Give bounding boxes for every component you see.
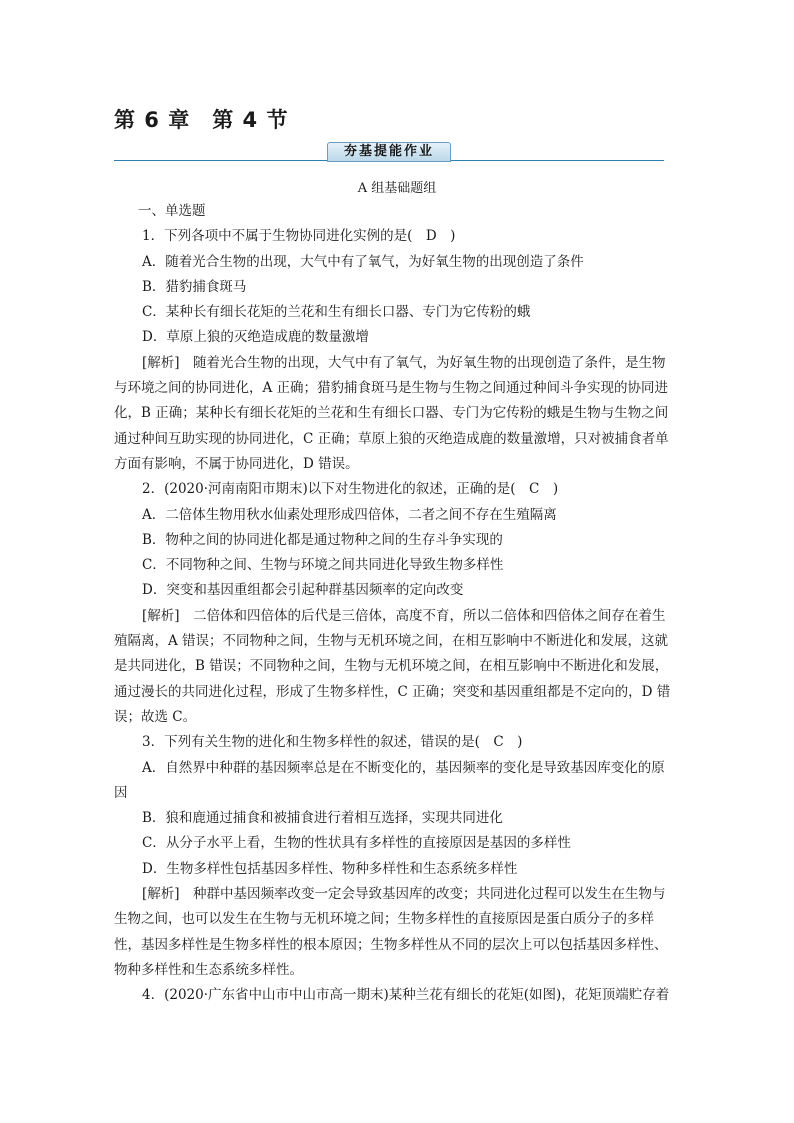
question-2-analysis-line: 误；故选 C。 (114, 708, 197, 725)
question-1-analysis-line: 化，B 正确；某种长有细长花矩的兰花和生有细长口器、专门为它传粉的蛾是生物与生物之间 (114, 405, 669, 422)
chapter-heading: 第 6 章 第 4 节 (114, 108, 289, 132)
question-2-analysis-line: 是共同进化，B 错误；不同物种之间，生物与无机环境之间，在相互影响中不断进化和发展， (114, 658, 669, 675)
question-2-option-a: A．二倍体生物用秋水仙素处理形成四倍体，二者之间不存在生殖隔离 (142, 506, 557, 523)
question-2-stem: 2．(2020·河南南阳市期末)以下对生物进化的叙述，正确的是( C ) (142, 481, 559, 498)
question-1-stem: 1．下列各项中不属于生物协同进化实例的是( D ) (142, 228, 456, 245)
question-3-option-c: C．从分子水平上看，生物的性状具有多样性的直接原因是基因的多样性 (142, 835, 571, 852)
question-4-stem: 4．(2020·广东省中山市中山市高一期末)某种兰花有细长的花矩(如图)，花矩顶端贮存着 (142, 987, 670, 1004)
question-2-option-b: B．物种之间的协同进化都是通过物种之间的生存斗争实现的 (142, 531, 503, 548)
question-3-analysis-line: 生物之间，也可以发生在生物与无机环境之间；生物多样性的直接原因是蛋白质分子的多样 (114, 911, 654, 928)
question-1-option-b: B．猎豹捕食斑马 (142, 278, 247, 295)
section-heading: 一、单选题 (138, 203, 206, 219)
question-2-option-c: C．不同物种之间、生物与环境之间共同进化导致生物多样性 (142, 557, 504, 574)
question-text (114, 199, 686, 1009)
group-title: A 组基础题组 (357, 181, 437, 196)
question-3-analysis: [解析] 种群中基因频率改变一定会导致基因库的改变；共同进化过程可以发生在生物与 (142, 886, 666, 903)
question-1-option-d: D．草原上狼的灭绝造成鹿的数量激增 (142, 329, 369, 346)
question-3-option-a-cont: 因 (114, 784, 128, 801)
question-1-option-c: C．某种长有细长花矩的兰花和生有细长口器、专门为它传粉的蛾 (142, 304, 531, 321)
question-3-stem: 3．下列有关生物的进化和生物多样性的叙述，错误的是( C ) (142, 734, 523, 751)
question-2-analysis-line: 殖隔离，A 错误；不同物种之间，生物与无机环境之间，在相互影响中不断进化和发展，这就 (114, 633, 669, 650)
question-3-analysis-line: 性，基因多样性是生物多样性的根本原因；生物多样性从不同的层次上可以包括基因多样性、 (114, 936, 668, 953)
question-1-analysis: [解析] 随着光合生物的出现，大气中有了氧气，为好氧生物的出现创造了条件，是生物 (142, 354, 666, 371)
question-2-analysis: [解析] 二倍体和四倍体的后代是三倍体，高度不育，所以二倍体和四倍体之间存在着生 (142, 607, 666, 624)
question-3-option-d: D．生物多样性包括基因多样性、物种多样性和生态系统多样性 (142, 860, 518, 877)
question-3-analysis-line: 物种多样性和生态系统多样性。 (114, 961, 303, 978)
question-2-analysis-line: 通过漫长的共同进化过程，形成了生物多样性，C 正确；突变和基因重组都是不定向的，D 错 (114, 683, 671, 700)
section-badge: 夯基提能作业 (327, 142, 451, 162)
question-1-analysis-line: 与环境之间的协同进化，A 正确；猎豹捕食斑马是生物与生物之间通过种间斗争实现的协同进 (114, 380, 669, 397)
question-1-analysis-line: 通过种间互助实现的协同进化，C 正确；草原上狼的灭绝造成鹿的数量激增，只对被捕食者单 (114, 430, 669, 447)
question-1-analysis-line: 方面有影响，不属于协同进化，D 错误。 (114, 455, 359, 472)
question-2-option-d: D．突变和基因重组都会引起种群基因频率的定向改变 (142, 582, 464, 599)
question-3-option-b: B．狼和鹿通过捕食和被捕食进行着相互选择，实现共同进化 (142, 810, 503, 827)
question-1-option-a: A．随着光合生物的出现，大气中有了氧气，为好氧生物的出现创造了条件 (142, 253, 584, 270)
question-3-option-a: A．自然界中种群的基因频率总是在不断变化的，基因频率的变化是导致基因库变化的原 (142, 759, 665, 776)
